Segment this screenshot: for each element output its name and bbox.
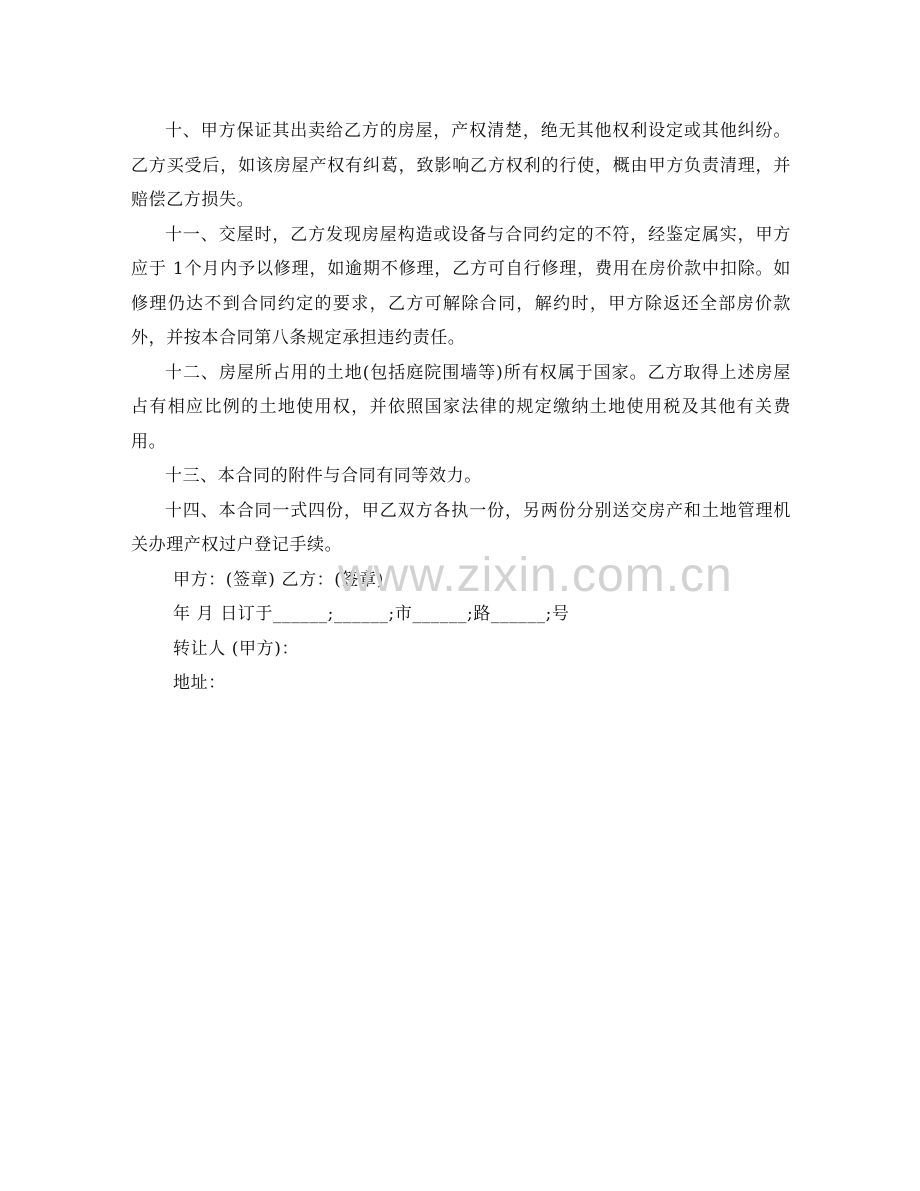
clause-12: 十二、房屋所占用的土地(包括庭院围墙等)所有权属于国家。乙方取得上述房屋占有相应比例的土地使用权，并依照国家法律的规定缴纳土地使用税及其他有关费用。 [131,362,791,452]
address-label: 地址： [173,673,226,693]
clause-13: 十三、本合同的附件与合同有同等效力。 [165,466,482,486]
clause-14: 十四、本合同一式四份，甲乙双方各执一份，另两份分别送交房产和土地管理机关办理产权过户登记手续。 [131,500,791,555]
date-line: 年 月 日订于______;______;市______;路______;号 [173,604,570,624]
clause-10: 十、甲方保证其出卖给乙方的房屋，产权清楚，绝无其他权利设定或其他纠纷。乙方买受后，如该房屋产权有纠葛，致影响乙方权利的行使，概由甲方负责清理，并赔偿乙方损失。 [131,121,791,210]
clause-11: 十一、交屋时，乙方发现房屋构造或设备与合同约定的不符，经鉴定属实，甲方应于 1个月内予以修理，如逾期不修理，乙方可自行修理，费用在房价款中扣除。如修理仍达不到合同约定的要求，乙方可解除合同，解约时，甲方除返还全部房价款外，并按本合同第八条规定承担违约责任。 [131,224,791,348]
signature-line: 甲方：(签章) 乙方：(签章) [173,569,384,590]
document-body [131,114,791,701]
transferor-label: 转让人 (甲方)： [173,638,300,659]
watermark: www.zixin.com.cn [338,549,733,602]
